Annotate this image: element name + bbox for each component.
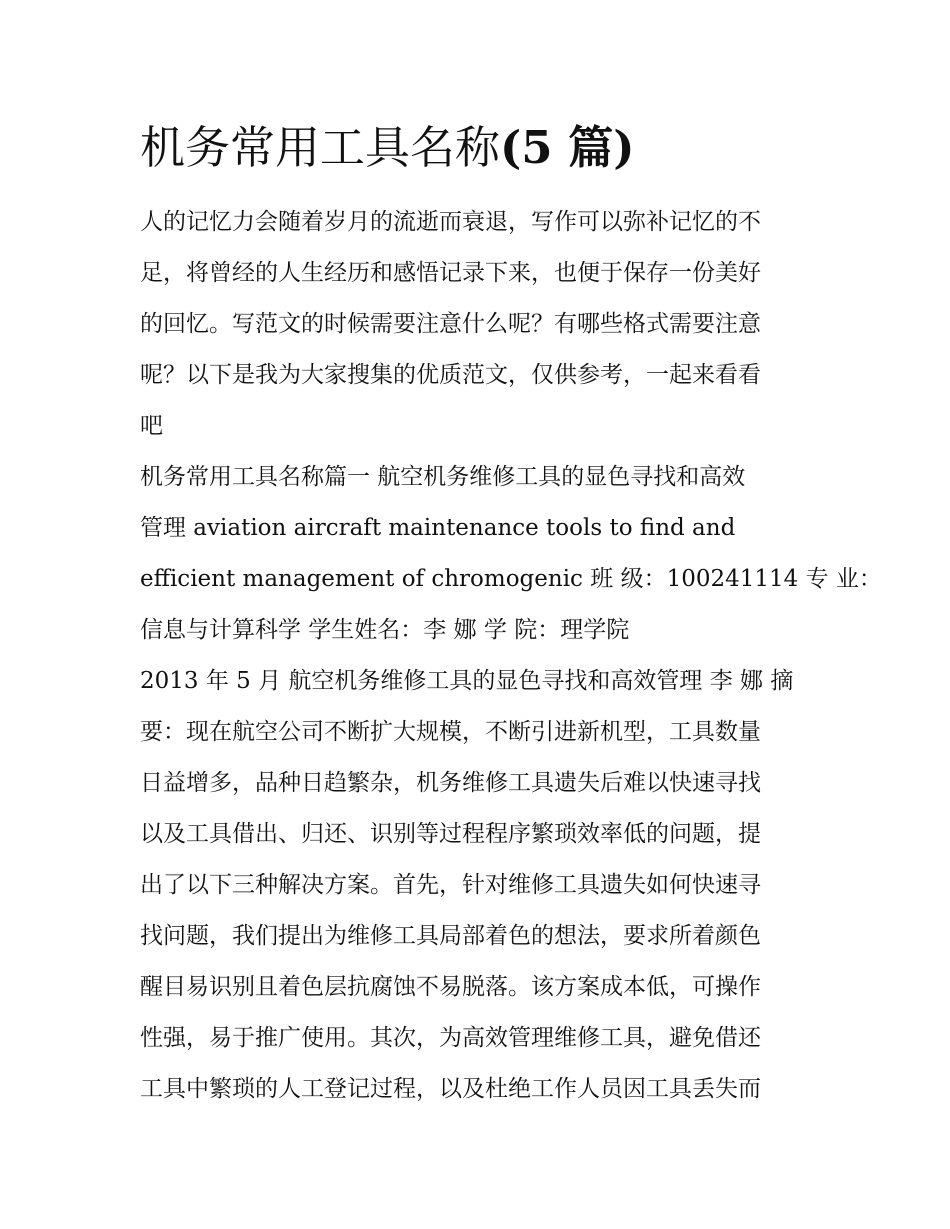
body-line: 2013 年 5 月 航空机务维修工具的显色寻找和高效管理 李 娜 摘 <box>140 668 794 694</box>
title-text: 机务常用工具名称 <box>140 121 501 174</box>
title-count: (5 篇) <box>500 121 635 174</box>
body-line: 工具中繁琐的人工登记过程，以及杜绝工作人员因工具丢失而 <box>140 1076 761 1102</box>
body-line: 信息与计算科学 学生姓名：李 娜 学 院：理学院 <box>140 617 630 643</box>
document-title <box>140 114 635 182</box>
body-line: 要：现在航空公司不断扩大规模，不断引进新机型，工具数量 <box>140 719 761 745</box>
body-line: 性强，易于推广使用。其次，为高效管理维修工具，避免借还 <box>140 1025 761 1051</box>
body-line: 人的记忆力会随着岁月的流逝而衰退，写作可以弥补记忆的不 <box>140 209 761 235</box>
body-line: 足，将曾经的人生经历和感悟记录下来，也便于保存一份美好 <box>140 260 761 286</box>
body-line: 日益增多，品种日趋繁杂，机务维修工具遗失后难以快速寻找 <box>140 770 761 796</box>
document-body <box>140 197 882 1115</box>
body-line: 吧 <box>140 413 163 439</box>
body-line: 找问题，我们提出为维修工具局部着色的想法，要求所着颜色 <box>140 923 761 949</box>
body-line: efficient management of chromogenic 班 级：100241114 专 业： <box>140 566 882 592</box>
body-line: 机务常用工具名称篇一 航空机务维修工具的显色寻找和高效 <box>140 464 746 490</box>
body-line: 出了以下三种解决方案。首先，针对维修工具遗失如何快速寻 <box>140 872 761 898</box>
body-line: 呢？以下是我为大家搜集的优质范文，仅供参考，一起来看看 <box>140 362 761 388</box>
body-line: 醒目易识别且着色层抗腐蚀不易脱落。该方案成本低，可操作 <box>140 974 761 1000</box>
body-line: 管理 aviation aircraft maintenance tools to find and <box>140 515 736 541</box>
body-line: 以及工具借出、归还、识别等过程程序繁琐效率低的问题，提 <box>140 821 761 847</box>
body-line: 的回忆。写范文的时候需要注意什么呢？有哪些格式需要注意 <box>140 311 761 337</box>
